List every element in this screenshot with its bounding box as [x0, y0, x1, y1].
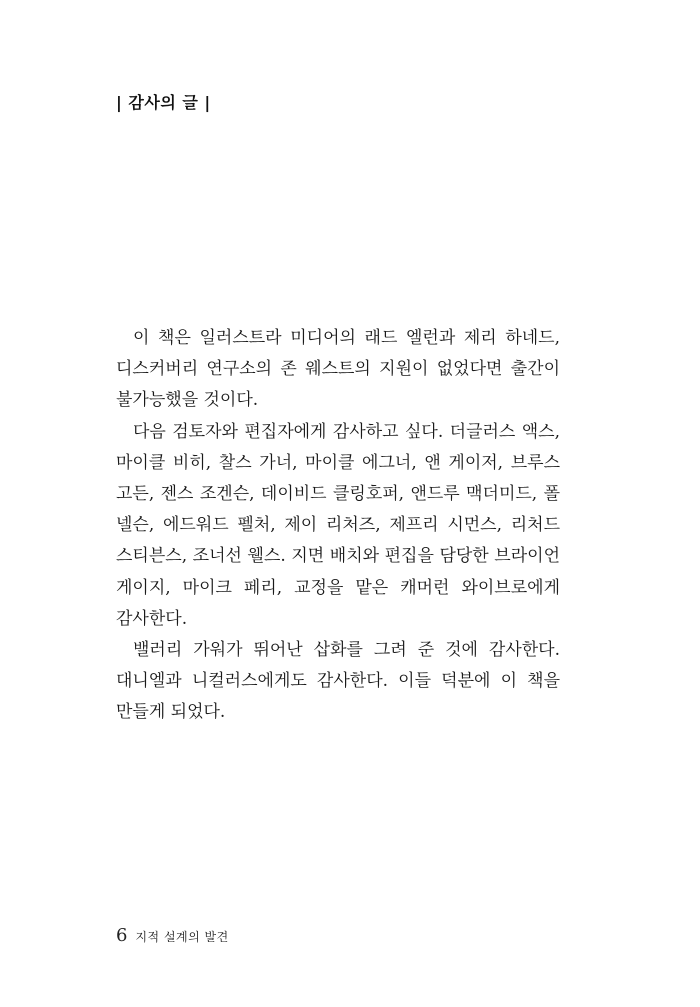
page-footer [116, 925, 229, 946]
paragraph: 밸러리 가워가 뛰어난 삽화를 그려 준 것에 감사한다. 대니엘과 니컬러스에게도 감사한다. 이들 덕분에 이 책을 만들게 되었다. [116, 640, 560, 723]
section-heading: | 감사의 글 | [116, 93, 211, 112]
page-number: 6 [116, 925, 128, 946]
paragraph: 이 책은 일러스트라 미디어의 래드 엘런과 제리 하네드, 디스커버리 연구소의 존 웨스트의 지원이 없었다면 출간이 불가능했을 것이다. [116, 328, 560, 411]
running-title: 지적 설계의 발견 [135, 930, 229, 944]
paragraph: 다음 검토자와 편집자에게 감사하고 싶다. 더글러스 액스, 마이클 비히, 찰스 가너, 마이클 에그너, 앤 게이저, 브루스 고든, 젠스 조겐슨, 데이비드 클링호퍼, 앤드루 맥더미드, 폴 넬슨, 에드워드 펠처, 제이 리처즈, 제프리 시먼스, 리처드 스티븐스, 조너선 웰스. 지면 배치와 편집을 담당한 브라이언 게이지, 마이크 페리, 교정을 맡은 캐머런 와이브로에게 감사한다. [116, 421, 560, 629]
body-text [116, 323, 560, 729]
